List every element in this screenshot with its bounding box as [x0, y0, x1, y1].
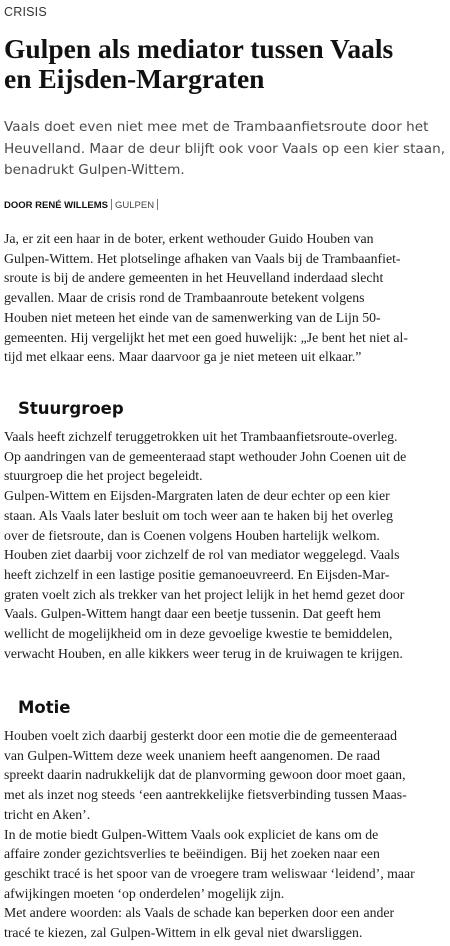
- text-line: sroute is bij de andere gemeenten in het Heuvelland inderdaad slecht: [4, 270, 384, 286]
- text-line: geschikt tracé is het spoor van de vroegere tram weliswaar ‘leidend’, maar: [4, 865, 415, 881]
- paragraph-opening: [4, 229, 448, 367]
- subheading-motie: Motie: [18, 698, 71, 717]
- byline-divider: [111, 199, 112, 210]
- text-line: staan. Als Vaals later besluit om toch weer aan te haken bij het overleg: [4, 507, 394, 523]
- text-line: heeft zichzelf in een lastige positie gemanoeuvreerd. En Eijsden-Mar-: [4, 566, 390, 582]
- text-line: Houben voelt zich daarbij gesterkt door een motie die de gemeenteraad: [4, 728, 398, 743]
- text-line: Gulpen-Wittem. Het plotselinge afhaken van Vaals bij de Trambaanfiet-: [4, 250, 401, 266]
- paragraph-motie: [4, 726, 448, 943]
- article-headline: [4, 34, 444, 94]
- text-line: met als inzet nog steeds ‘een aantrekkelijke fietsverbinding tussen Maas-: [4, 787, 407, 803]
- text-line: Houben niet meteen het einde van de samenwerking van de Lijn 50-: [4, 309, 381, 325]
- text-line: wellicht de mogelijkheid om in deze gevoelige kwestie te bemiddelen,: [4, 626, 393, 642]
- text-line: affaire zonder gezichtsverlies te beëindigen. Bij het zoeken naar een: [4, 846, 380, 862]
- text-line: Gulpen-Wittem en Eijsden-Margraten laten de deur echter op een kier: [4, 488, 390, 504]
- text-line: over de fietsroute, dan is Coenen volgens Houben hartelijk welkom.: [4, 527, 380, 543]
- headline-line: Gulpen als mediator tussen Vaals: [4, 33, 394, 64]
- text-line: Op aandringen van de gemeenteraad stapt wethouder John Coenen uit de: [4, 448, 407, 464]
- paragraph-stuurgroep: [4, 427, 448, 663]
- byline-author: DOOR RENÉ WILLEMS: [4, 200, 108, 211]
- text-line: verwacht Houben, en alle kikkers weer terug in de kruiwagen te krijgen.: [4, 645, 403, 661]
- text-line: Vaals heeft zichzelf teruggetrokken uit het Trambaanfietsroute-overleg.: [4, 429, 398, 444]
- text-line: Vaals. Gulpen-Wittem hangt daar een beetje tussenin. Dat geeft hem: [4, 606, 381, 622]
- text-line: Met andere woorden: als Vaals de schade kan beperken door een ander: [4, 905, 395, 921]
- text-line: graten voelt zich als trekker van het project lelijk in het hemd gezet door: [4, 586, 405, 602]
- text-line: tracé te kiezen, zal Gulpen-Wittem in elk geval niet dwarsliggen.: [4, 925, 363, 941]
- text-line: tijd met elkaar eens. Maar daarvoor ga je niet meteen uit elkaar.”: [4, 349, 362, 365]
- byline-place: GULPEN: [114, 200, 155, 211]
- headline-line: en Eijsden-Margraten: [4, 63, 265, 94]
- text-line: In de motie biedt Gulpen-Wittem Vaals ook expliciet de kans om de: [4, 826, 379, 842]
- text-line: spreekt daarin nadrukkelijk dat de planvorming gewoon door moet gaan,: [4, 767, 406, 783]
- section-kicker: CRISIS: [4, 5, 47, 19]
- byline-divider: [157, 199, 158, 210]
- intro-line: Heuvelland. Maar de deur blijft ook voor Vaals op een kier staan,: [4, 140, 446, 157]
- intro-line: benadrukt Gulpen-Wittem.: [4, 162, 185, 178]
- subheading-stuurgroep: Stuurgroep: [18, 399, 124, 418]
- article-intro: [4, 117, 444, 182]
- byline: [4, 199, 161, 211]
- text-line: tricht en Aken’.: [4, 806, 91, 822]
- text-line: gevallen. Maar de crisis rond de Trambaanroute betekent volgens: [4, 290, 365, 306]
- text-line: afwijkingen moeten ‘op onderdelen’ mogelijk zijn.: [4, 885, 285, 901]
- text-line: stuurgroep die het project begeleidt.: [4, 468, 203, 484]
- text-line: van Gulpen-Wittem deze week unaniem heeft aangenomen. De raad: [4, 747, 381, 763]
- text-line: gemeenten. Hij vergelijkt het met een goed huwelijk: „Je bent het niet al-: [4, 329, 408, 345]
- text-line: Houben ziet daarbij voor zichzelf de rol van mediator weggelegd. Vaals: [4, 547, 400, 563]
- intro-line: Vaals doet even niet mee met de Trambaanfietsroute door het: [4, 119, 429, 135]
- text-line: Ja, er zit een haar in de boter, erkent wethouder Guido Houben van: [4, 231, 374, 246]
